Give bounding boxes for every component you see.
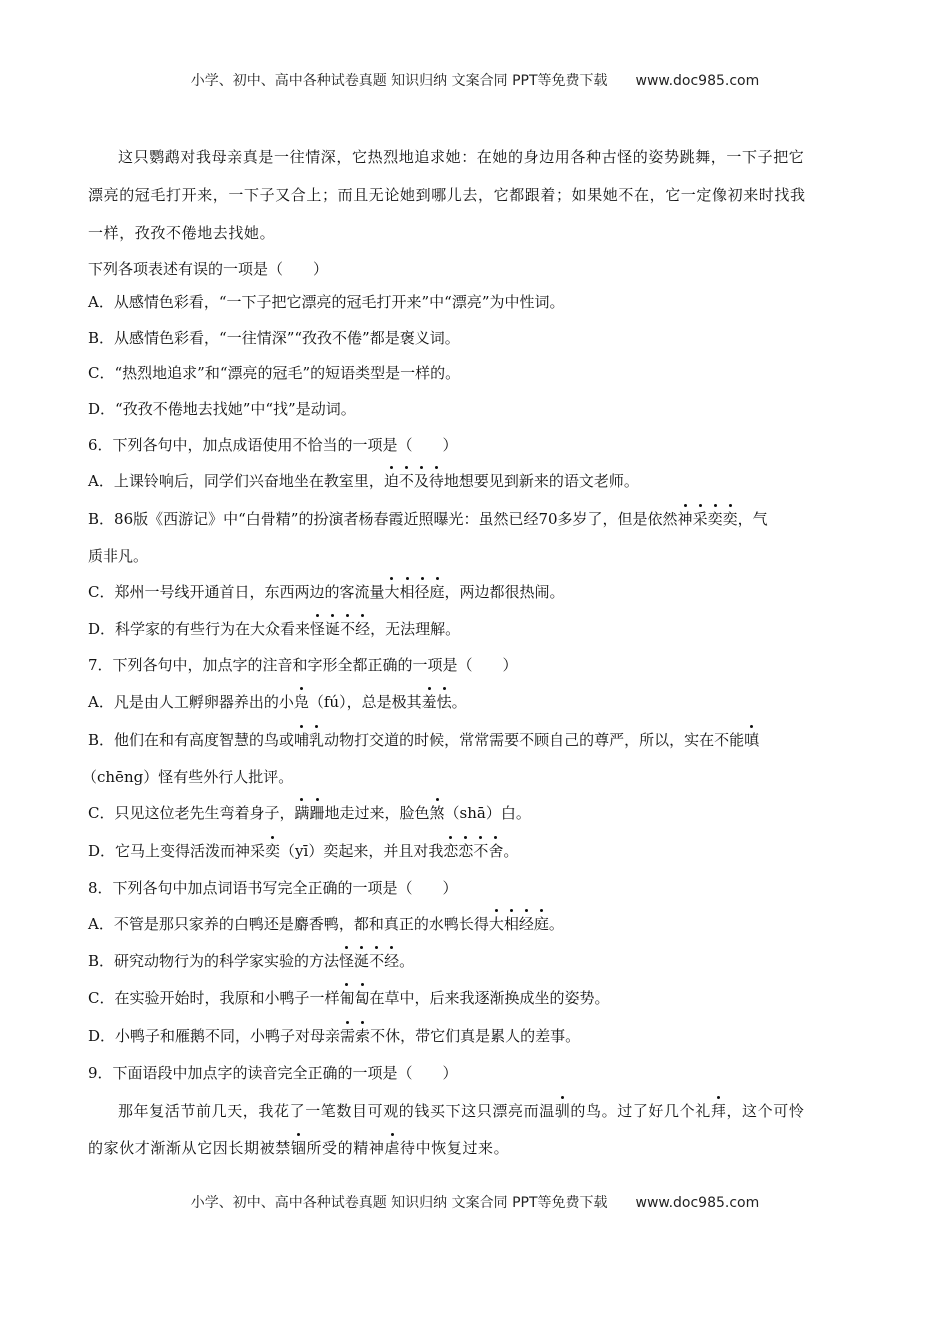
dotted-char: 哺 [294,731,310,749]
option-text: 。 [548,915,564,933]
option-d: D．“孜孜不倦地去找她”中“找”是动词。 [88,400,356,418]
dotted-char: 奕 [707,510,723,528]
passage-text: ，这个可怜 [726,1102,805,1120]
dotted-char: 奕 [265,842,281,860]
dotted-char: 不 [369,952,385,970]
question-stem: 7．下列各句中，加点字的注音和字形全都正确的一项是（ ） [88,656,518,674]
option-text: ，无法理解。 [370,620,461,638]
dotted-char: 怯 [436,693,452,711]
option-text: 在草中，后来我逐渐换成坐的姿势。 [369,989,610,1007]
passage-text: 所受的精神 [306,1139,385,1157]
dotted-char: 相 [503,915,519,933]
dotted-char: 匐 [354,989,370,1007]
dotted-char: 径 [414,583,430,601]
option-a [88,692,878,712]
dotted-char: 大 [488,915,504,933]
option-text: D．它马上变得活泼而神采 [88,842,266,860]
passage-text: 待中恢复过来。 [400,1139,510,1157]
option-text: （yī）奕起来，并且对我 [280,842,444,860]
option-text: ，两边都很热闹。 [444,583,565,601]
option-text: （shā）白。 [444,804,531,822]
dotted-char: 蹒 [294,804,310,822]
option-text: 地走过来，脸色 [324,804,430,822]
dotted-char: 采 [692,510,708,528]
option-a: A．从感情色彩看，“一下子把它漂亮的冠毛打开来”中“漂亮”为中性词。 [88,293,565,311]
dotted-char: 不 [398,472,414,490]
footer-site-link[interactable]: www.doc985.com [635,1195,760,1211]
question-stem: 8．下列各句中加点词语书写完全正确的一项是（ ） [88,879,458,897]
option-text: B．他们在和有高度智慧的鸟或 [88,731,295,749]
dotted-char: 相 [399,583,415,601]
option-text: 。 [451,693,467,711]
dotted-char: 跚 [309,804,325,822]
option-text: C．只见这位老先生弯着身子， [88,804,295,822]
option-text: B．研究动物行为的科学家实验的方法 [88,952,340,970]
dotted-char: 嗔 [744,731,760,749]
dotted-char: 凫 [293,693,309,711]
dotted-char: 庭 [533,915,549,933]
dotted-char: 锢 [290,1139,307,1157]
passage-text: 的家伙才渐渐从它因长期被禁 [88,1139,291,1157]
dotted-char: 舍 [488,842,504,860]
option-c [88,582,878,602]
dotted-char: 及 [413,472,429,490]
option-text: D．科学家的有些行为在大众看来 [88,620,311,638]
dotted-char: 不 [340,620,356,638]
dotted-char: 怪 [339,952,355,970]
option-text: 不休，带它们真是累人的差事。 [370,1027,581,1045]
header-text: 小学、初中、高中各种试卷真题 知识归纳 文案合同 PPT等免费下载 [190,73,608,89]
dotted-char: 匍 [339,989,355,1007]
option-a [88,914,878,934]
option-d [88,841,878,861]
dotted-char: 需 [340,1027,356,1045]
option-text: A．不管是那只家养的白鸭还是麝香鸭，都和真正的水鸭长得 [88,915,489,933]
dotted-char: 经 [518,915,534,933]
option-text: C．在实验开始时，我原和小鸭子一样 [88,989,340,1007]
option-c [88,803,878,823]
footer-text: 小学、初中、高中各种试卷真题 知识归纳 文案合同 PPT等免费下载 [190,1195,608,1211]
dotted-char: 虐 [384,1139,401,1157]
passage-text: 那年复活节前几天，我花了一笔数目可观的钱买下这只漂亮而温 [118,1102,555,1120]
dotted-char: 经 [355,620,371,638]
option-d [88,619,878,639]
question-stem: 6．下列各句中，加点成语使用不恰当的一项是（ ） [88,436,458,454]
option-text: 地想要见到新来的语文老师。 [443,472,639,490]
dotted-char: 恋 [458,842,474,860]
page-footer [0,1192,950,1212]
question-stem: 下列各项表述有误的一项是（ ） [88,260,329,278]
dotted-char: 庭 [429,583,445,601]
option-c [88,988,878,1008]
passage-line: 一样，孜孜不倦地去找她。 [88,224,276,242]
dotted-char: 乳 [309,731,325,749]
dotted-char: 经 [384,952,400,970]
dotted-char: 拜 [710,1102,727,1120]
passage-line: 漂亮的冠毛打开来，一下子又合上；而且无论她到哪儿去，它都跟着；如果她不在，它一定像初来时找我 [88,186,806,204]
option-text: A．凡是由人工孵卵器养出的小 [88,693,294,711]
option-text: 。 [399,952,415,970]
question-stem: 9．下面语段中加点字的读音完全正确的一项是（ ） [88,1064,458,1082]
option-text: 动物打交道的时候，常常需要不顾自己的尊严，所以，实在不能 [324,731,745,749]
option-text: （fú），总是极其 [308,693,422,711]
dotted-char: 奕 [722,510,738,528]
dotted-char: 待 [428,472,444,490]
option-text: A．上课铃响后，同学们兴奋地坐在教室里， [88,472,384,490]
option-text: 。 [503,842,519,860]
dotted-char: 恋 [443,842,459,860]
passage-line: 这只鹦鹉对我母亲真是一往情深，它热烈地追求她：在她的身边用各种古怪的姿势跳舞，一下子把它 [118,148,805,166]
passage-line [88,1138,878,1158]
option-d [88,1026,878,1046]
page-header [0,70,950,90]
header-site-link[interactable]: www.doc985.com [635,73,760,89]
dotted-char: 羞 [421,693,437,711]
option-b-continued: 质非凡。 [88,547,149,565]
dotted-char: 驯 [554,1102,571,1120]
passage-line [118,1101,878,1121]
option-b [88,730,878,750]
dotted-char: 诞 [325,620,341,638]
option-text: C．郑州一号线开通首日，东西两边的客流量 [88,583,385,601]
passage-text: 的鸟。过了好几个礼 [570,1102,711,1120]
dotted-char: 涎 [354,952,370,970]
option-text: ，气 [737,510,768,528]
option-b [88,951,878,971]
dotted-char: 迫 [383,472,399,490]
dotted-char: 怪 [310,620,326,638]
option-b [88,509,878,529]
dotted-char: 煞 [429,804,445,822]
dotted-char: 神 [677,510,693,528]
option-text: B．86版《西游记》中“白骨精”的扮演者杨春霞近照曝光：虽然已经70多岁了，但是依然 [88,510,678,528]
option-c: C．“热烈地追求”和“漂亮的冠毛”的短语类型是一样的。 [88,364,461,382]
option-b: B．从感情色彩看，“一往情深”“孜孜不倦”都是褒义词。 [88,329,460,347]
option-b-continued: （chēng）怪有些外行人批评。 [82,768,294,786]
dotted-char: 不 [473,842,489,860]
option-a [88,471,878,491]
dotted-char: 大 [384,583,400,601]
dotted-char: 索 [355,1027,371,1045]
option-text: D．小鸭子和雁鹅不同，小鸭子对母亲 [88,1027,341,1045]
